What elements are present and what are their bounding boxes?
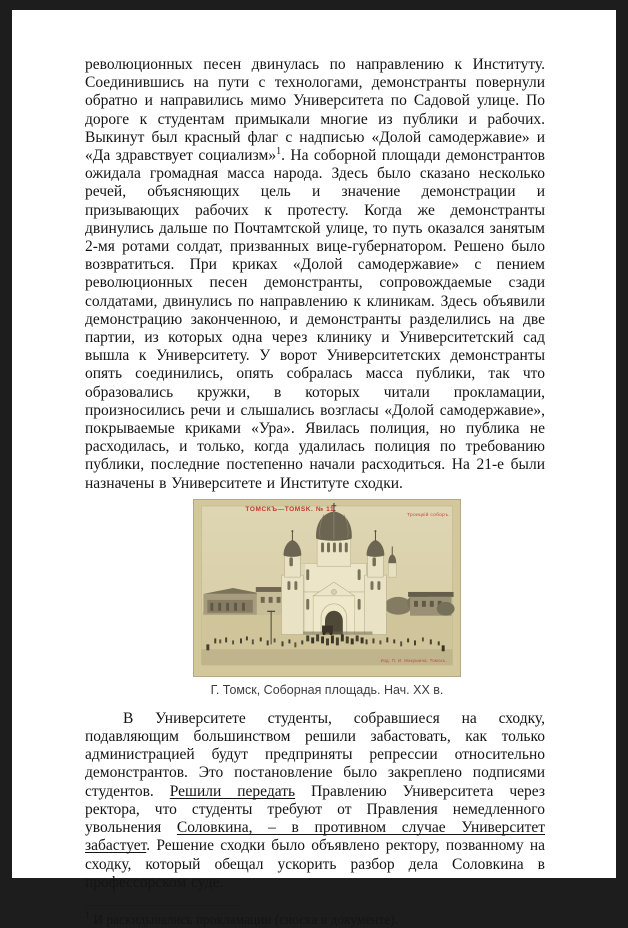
- cathedral-photo-illustration: [194, 500, 460, 676]
- postcard-image: [193, 499, 461, 677]
- footnote-text: $^1$ И раскидывались прокламации (сноска в документе).: [85, 910, 399, 927]
- postcard-publisher-text: Изд. П. И. Макушина. Томскъ.: [380, 657, 447, 663]
- paragraph-demonstration: революционных песен двинулась по направлению к Институту. Соединившись на пути с технологами, демонстранты повернули обратно и направились мимо Университета по Садовой улице. По дороге к студентам примыкали многие из публики и рабочих. Выкинут был красный флаг с надписью «Долой самодержавие» и «Да здравствует социализм»$^1$. На соборной площади демонстрантов ожидала громадная масса народа. Здесь было сказано несколько речей, объясняющих цель и значение демонстрации и призывающих рабочих к протесту. Когда же демонстранты двинулись дальше по Почтамтской улице, то путь оказался занятым 2-мя ротами солдат, призванных вице-губернатором. Решено было возвратиться. При криках «Долой самодержавие» с пением революционных песен демонстранты, сопровождаемые сзади солдатами, двинулись по направлению к клиникам. Здесь объявили демонстрацию законченною, и демонстранты разделились на две партии, из которых одна через клинику и Университетский сад вышла к Университету. У ворот Университетских демонстранты опять соединились, опять собралась масса публики, так что образовались кружки, в которых читали прокламации, произносились речи и слышались возгласы «Долой самодержавие», покрываемые криками «Ура». Явилась полиция, но публика не расходилась, и только, когда удалилась полиция по требованию публики, последние постепенно начали расходиться. На 21-е были назначены в Университете и Институте сходки.: [85, 56, 545, 492]
- text-block: [85, 56, 545, 928]
- paragraph-university-meeting: В Университете студенты, собравшиеся на сходку, подавляющим большинством решили забастовать, как только администрацией будут предприняты репрессии относительно демонстрантов. Это постановление было закреплено подписями студентов. Решили передать Правлению Университета через ректора, что студенты требуют от Правления немедленного увольнения Соловкина, – в противном случае Университет забастует. Решение сходки было объявлено ректору, позванному на сходку, который обещал ускорить разбор дела Соловкина в профессорском суде.: [85, 709, 545, 891]
- photo-scene: [201, 503, 454, 665]
- photo-caption: Г. Томск, Соборная площадь. Нач. XX в.: [210, 682, 444, 697]
- document-page: [12, 10, 616, 927]
- postcard-title-text: ТОМСКЪ—TOMSK. № 11.: [245, 505, 337, 513]
- footnote-separator: [85, 905, 242, 906]
- postcard-figure: [85, 499, 545, 698]
- postcard-subtitle-text: Троицкій соборъ.: [407, 512, 450, 518]
